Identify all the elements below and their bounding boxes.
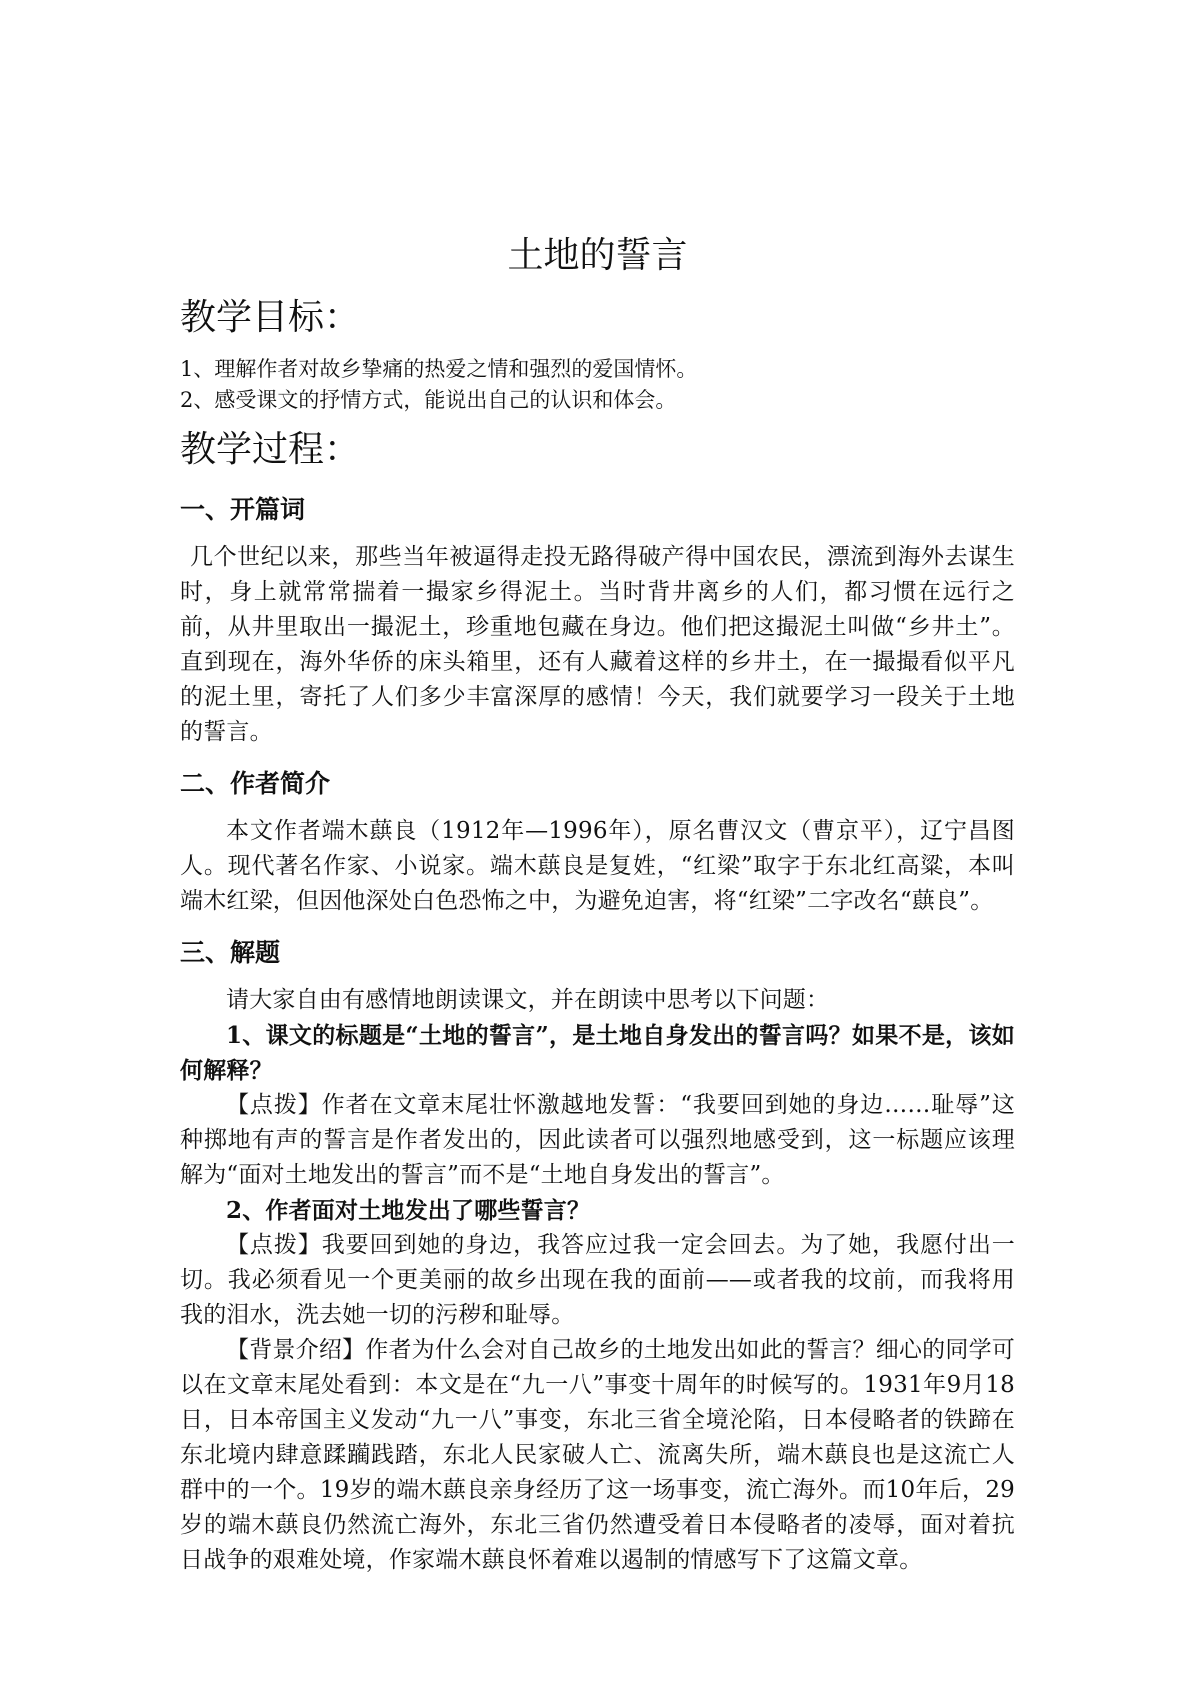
opening-paragraph: 几个世纪以来，那些当年被逼得走投无路得破产得中国农民，漂流到海外去谋生时，身上就常常揣着一撮家乡得泥土。当时背井离乡的人们，都习惯在远行之前，从井里取出一撮泥土，珍重地包藏在身边。他们把这撮泥土叫做“乡井土”。直到现在，海外华侨的床头箱里，还有人藏着这样的乡井土，在一撮撮看似平凡的泥土里，寄托了人们多少丰富深厚的感情！今天，我们就要学习一段关于土地的誓言。	[180, 544, 1015, 745]
analysis-intro: 请大家自由有感情地朗读课文，并在朗读中思考以下问题：	[226, 987, 830, 1013]
answer-2: 【点拨】我要回到她的身边，我答应过我一定会回去。为了她，我愿付出一切。我必须看见一个更美丽的故乡出现在我的面前——或者我的坟前，而我将用我的泪水，洗去她一切的污秽和耻辱。	[180, 1232, 1015, 1328]
section-heading-title-analysis: 三、解题	[180, 938, 281, 967]
author-paragraph: 本文作者端木蕻良（1912年—1996年），原名曹汉文（曹京平），辽宁昌图人。现代著名作家、小说家。端木蕻良是复姓，“红梁”取字于东北红高粱，本叫端木红梁，但因他深处白色恐怖之中，为避免迫害，将“红梁”二字改名“蕻良”。	[180, 818, 1015, 914]
answer-1: 【点拨】作者在文章末尾壮怀激越地发誓：“我要回到她的身边……耻辱”这种掷地有声的誓言是作者发出的，因此读者可以强烈地感受到，这一标题应该理解为“面对土地发出的誓言”而不是“土地自身发出的誓言”。	[180, 1092, 1015, 1188]
document-body	[180, 228, 1015, 1578]
objective-item: 2、感受课文的抒情方式，能说出自己的认识和体会。	[180, 388, 677, 412]
question-1: 1、课文的标题是“土地的誓言”，是土地自身发出的誓言吗？如果不是，该如何解释？	[180, 1022, 1015, 1084]
background-paragraph: 【背景介绍】作者为什么会对自己故乡的土地发出如此的誓言？细心的同学可以在文章末尾处看到：本文是在“九一八”事变十周年的时候写的。1931年9月18日，日本帝国主义发动“九一八”事变，东北三省全境沦陷，日本侵略者的铁蹄在东北境内肆意蹂躏践踏，东北人民家破人亡、流离失所，端木蕻良也是这流亡人群中的一个。19岁的端木蕻良亲身经历了这一场事变，流亡海外。而10年后，29岁的端木蕻良仍然流亡海外，东北三省仍然遭受着日本侵略者的凌辱，面对着抗日战争的艰难处境，作家端木蕻良怀着难以遏制的情感写下了这篇文章。	[180, 1337, 1015, 1573]
section-heading-opening: 一、开篇词	[180, 495, 306, 524]
question-2: 2、作者面对土地发出了哪些誓言？	[226, 1197, 591, 1224]
section-heading-author: 二、作者简介	[180, 769, 331, 798]
objectives-heading: 教学目标：	[180, 297, 361, 338]
document-title: 土地的誓言	[507, 235, 688, 276]
objective-item: 1、理解作者对故乡挚痛的热爱之情和强烈的爱国情怀。	[180, 357, 698, 381]
process-heading: 教学过程：	[180, 429, 361, 470]
